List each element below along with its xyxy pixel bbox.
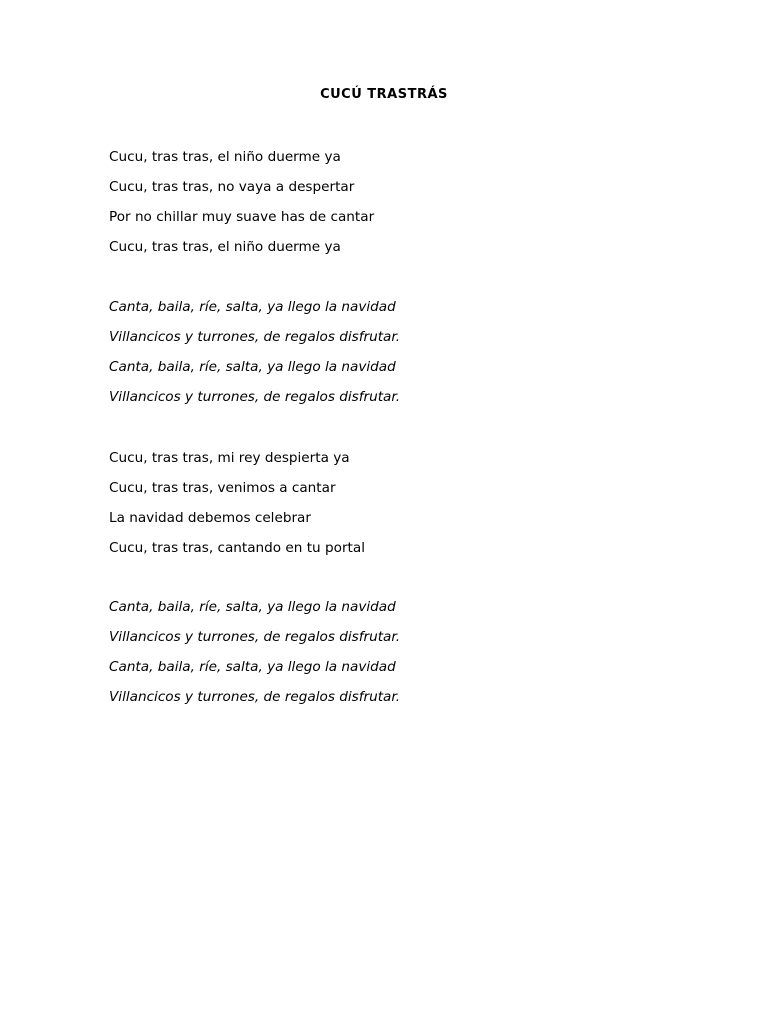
chorus-stanza-1: [109, 298, 400, 418]
lyric-line: La navidad debemos celebrar: [109, 510, 311, 526]
lyric-line: Por no chillar muy suave has de cantar: [109, 209, 375, 225]
verse-stanza-1: [109, 148, 374, 268]
chorus-line: Villancicos y turrones, de regalos disfrutar.: [109, 689, 401, 705]
chorus-line: Canta, baila, ríe, salta, ya llego la navidad: [109, 359, 396, 375]
lyric-line: Cucu, tras tras, mi rey despierta ya: [109, 450, 350, 466]
verse-stanza-2: [109, 449, 365, 569]
lyric-line: Cucu, tras tras, el niño duerme ya: [109, 239, 341, 255]
chorus-line: Villancicos y turrones, de regalos disfrutar.: [109, 389, 401, 405]
lyric-line: Cucu, tras tras, cantando en tu portal: [109, 540, 365, 556]
lyric-line: Cucu, tras tras, no vaya a despertar: [109, 179, 355, 195]
page-title: CUCÚ TRASTRÁS: [320, 87, 448, 102]
chorus-line: Villancicos y turrones, de regalos disfrutar.: [109, 329, 401, 345]
chorus-line: Canta, baila, ríe, salta, ya llego la navidad: [109, 659, 396, 675]
chorus-stanza-2: [109, 598, 400, 718]
chorus-line: Canta, baila, ríe, salta, ya llego la navidad: [109, 299, 396, 315]
chorus-line: Canta, baila, ríe, salta, ya llego la navidad: [109, 599, 396, 615]
lyric-line: Cucu, tras tras, el niño duerme ya: [109, 149, 341, 165]
chorus-line: Villancicos y turrones, de regalos disfrutar.: [109, 629, 401, 645]
lyric-line: Cucu, tras tras, venimos a cantar: [109, 480, 336, 496]
